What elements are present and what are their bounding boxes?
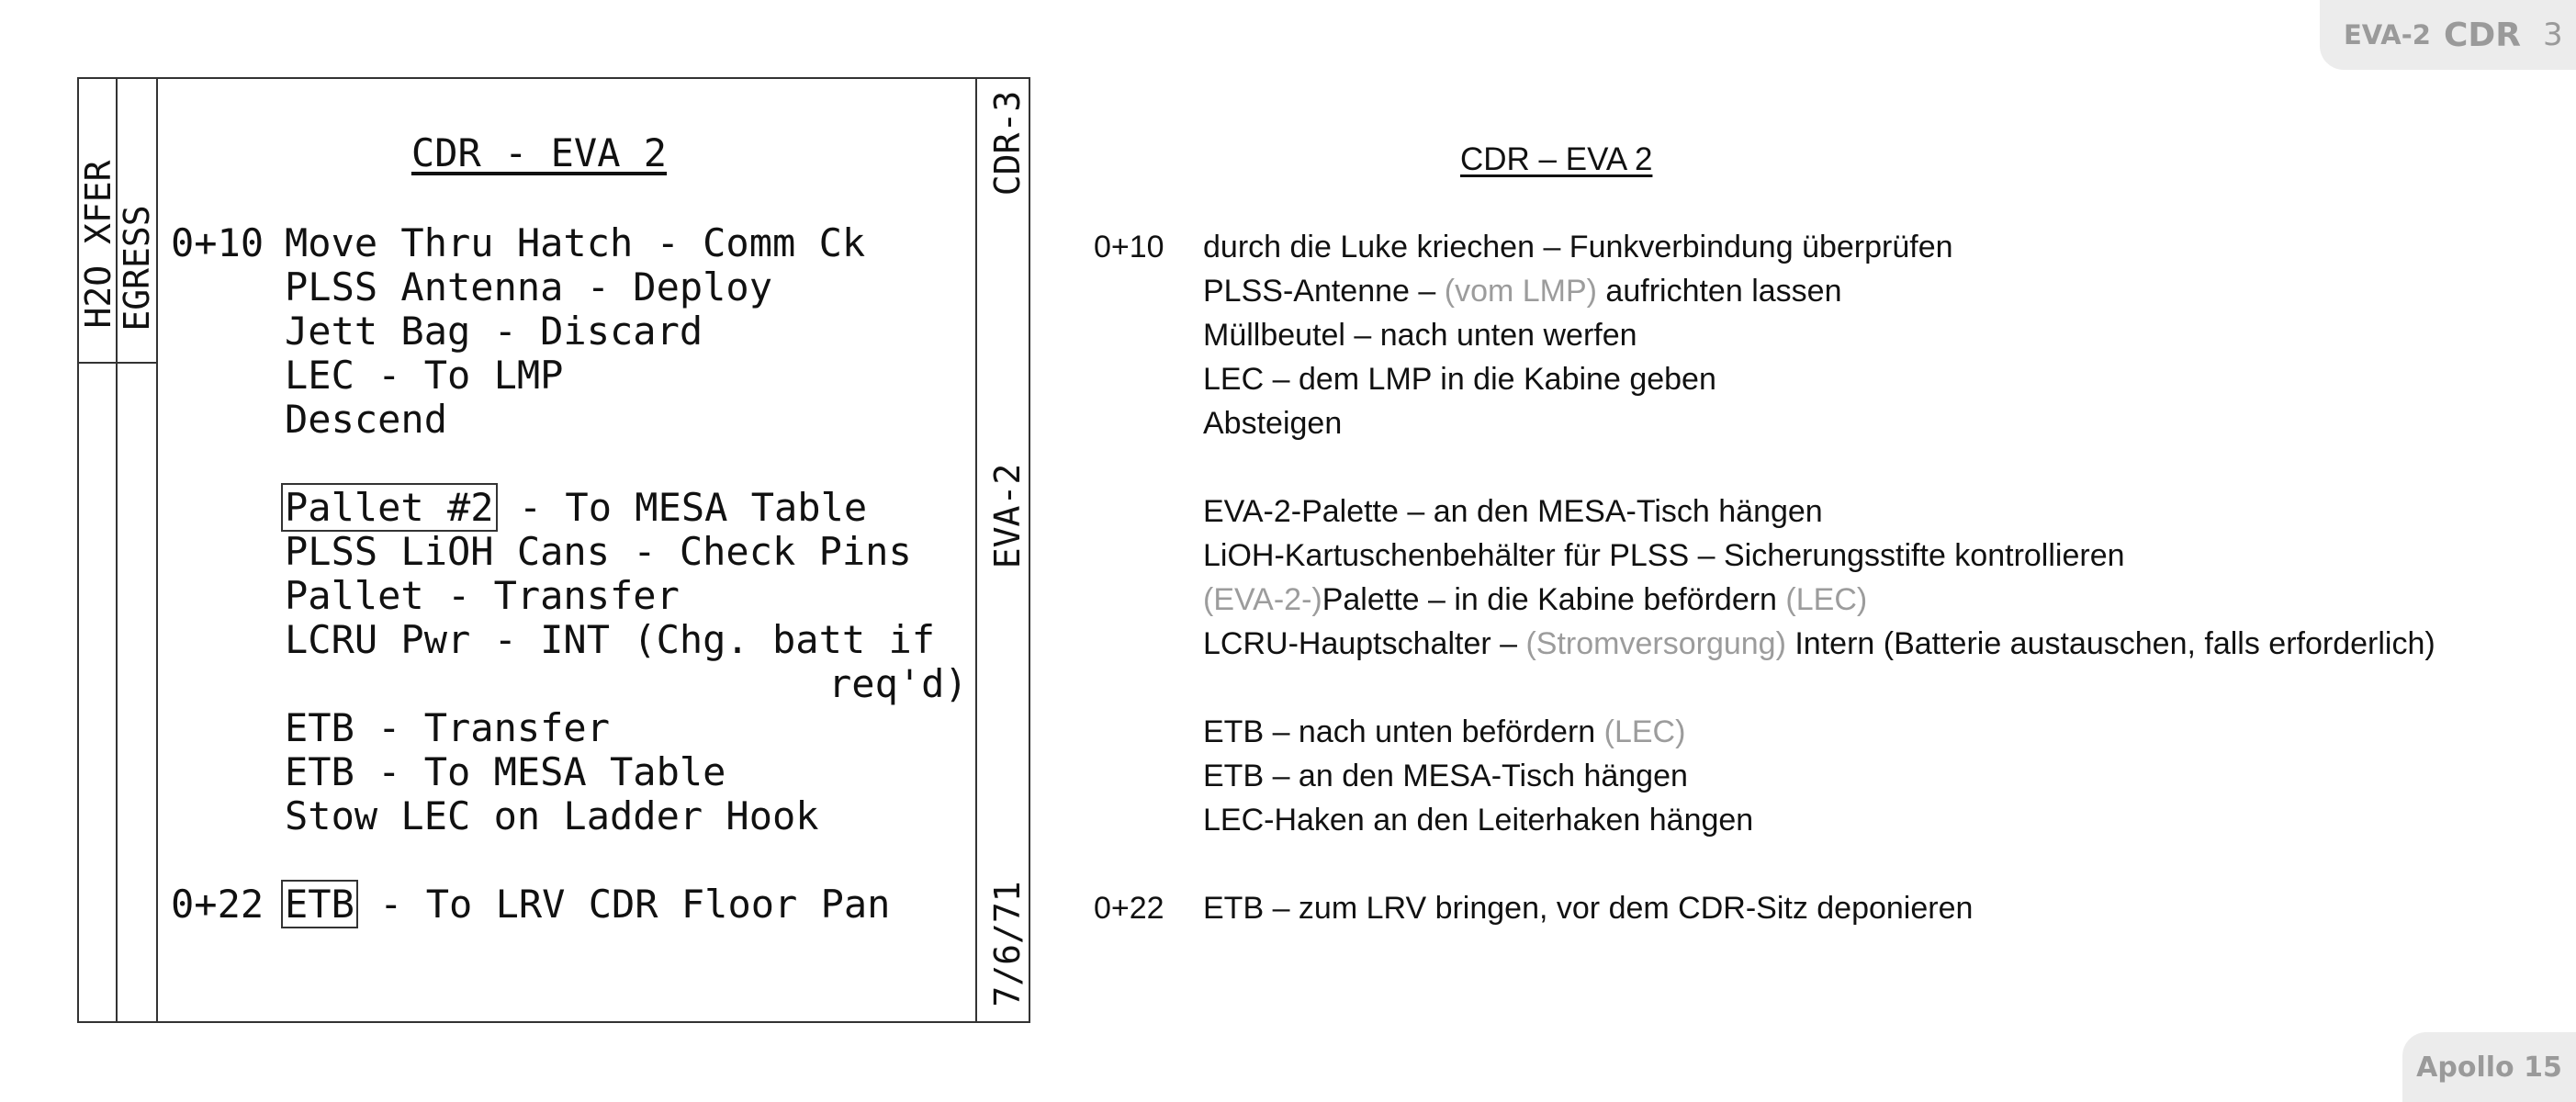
checklist-line: ETB - Transfer xyxy=(285,705,611,750)
translation-line: Absteigen xyxy=(1203,406,1343,441)
checklist-line-text: - To MESA Table xyxy=(495,485,868,530)
boxed-item: ETB xyxy=(285,882,354,927)
translation-line xyxy=(1203,716,1685,748)
checklist-line: LCRU Pwr - INT (Chg. batt if xyxy=(285,617,936,662)
eva-label: EVA-2 xyxy=(2344,19,2431,51)
checklist-line: PLSS LiOH Cans - Check Pins xyxy=(285,529,912,574)
translation-line: durch die Luke kriechen – Funkverbindung überprüfen xyxy=(1203,230,1953,264)
card-id-label: CDR-3 xyxy=(987,90,1028,197)
translation-line xyxy=(1203,584,1867,615)
checklist-line: Jett Bag - Discard xyxy=(285,309,703,354)
page-tag-top xyxy=(2320,0,2576,70)
date-label: 7/6/71 xyxy=(987,881,1028,1007)
boxed-item: Pallet #2 xyxy=(285,485,494,530)
checklist-line: Stow LEC on Ladder Hook xyxy=(285,793,819,838)
eva-side-label: EVA-2 xyxy=(987,463,1028,569)
mission-tag xyxy=(2402,1032,2576,1102)
translation-note: (LEC) xyxy=(1785,582,1868,617)
checklist-line-text: - To LRV CDR Floor Pan xyxy=(355,882,891,927)
translation-line: Müllbeutel – nach unten werfen xyxy=(1203,318,1637,353)
translation-line xyxy=(1203,276,1841,307)
checklist-line: LEC - To LMP xyxy=(285,353,564,398)
time-marker: 0+10 xyxy=(171,220,264,265)
translation-text: Intern (Batterie austauschen, falls erforderlich) xyxy=(1785,626,2435,661)
translation-text: LCRU-Hauptschalter – xyxy=(1203,626,1526,661)
translation-title: CDR – EVA 2 xyxy=(1460,141,1653,177)
translation-line: LEC-Haken an den Leiterhaken hängen xyxy=(1203,803,1754,838)
translation-note: (vom LMP) xyxy=(1444,274,1597,309)
cuff-checklist-card xyxy=(77,77,1030,1023)
checklist-line: Pallet - Transfer xyxy=(285,573,680,618)
translation-text: PLSS-Antenne – xyxy=(1203,274,1445,309)
translation-note: (LEC) xyxy=(1603,714,1686,749)
card-divider xyxy=(79,362,156,364)
crew-label: CDR xyxy=(2443,16,2521,54)
mission-label: Apollo 15 xyxy=(2416,1051,2562,1084)
translation-line: ETB – an den MESA-Tisch hängen xyxy=(1203,759,1688,793)
translation-note: (Stromversorgung) xyxy=(1525,626,1786,661)
checklist-line: ETB - To MESA Table xyxy=(285,749,726,794)
translation-line: ETB – zum LRV bringen, vor dem CDR-Sitz deponieren xyxy=(1203,891,1974,926)
checklist-line: PLSS Antenna - Deploy xyxy=(285,264,773,309)
translation-line: LEC – dem LMP in die Kabine geben xyxy=(1203,362,1716,397)
checklist-line: Move Thru Hatch - Comm Ck xyxy=(285,220,866,265)
egress-label: EGRESS xyxy=(117,205,157,332)
translation-text: Palette – in die Kabine befördern xyxy=(1322,582,1786,617)
checklist-line xyxy=(283,882,891,927)
checklist-line: req'd) xyxy=(828,661,968,706)
card-title: CDR - EVA 2 xyxy=(411,130,668,175)
translation-text: ETB – nach unten befördern xyxy=(1203,714,1604,749)
checklist-line xyxy=(283,485,868,530)
translation-note: (EVA-2-) xyxy=(1203,582,1322,617)
translation-line: EVA-2-Palette – an den MESA-Tisch hängen xyxy=(1203,494,1823,529)
page-number: 3 xyxy=(2542,17,2563,53)
checklist-line: Descend xyxy=(285,397,448,442)
h2o-xfer-label: H2O XFER xyxy=(78,160,118,329)
card-divider xyxy=(975,79,977,1021)
translation-text: aufrichten lassen xyxy=(1596,274,1842,309)
translation-time: 0+10 xyxy=(1094,230,1164,264)
translation-line: LiOH-Kartuschenbehälter für PLSS – Sicherungsstifte kontrollieren xyxy=(1203,538,2125,573)
translation-time: 0+22 xyxy=(1094,891,1164,926)
time-marker: 0+22 xyxy=(171,882,264,927)
translation-line xyxy=(1203,628,2435,659)
